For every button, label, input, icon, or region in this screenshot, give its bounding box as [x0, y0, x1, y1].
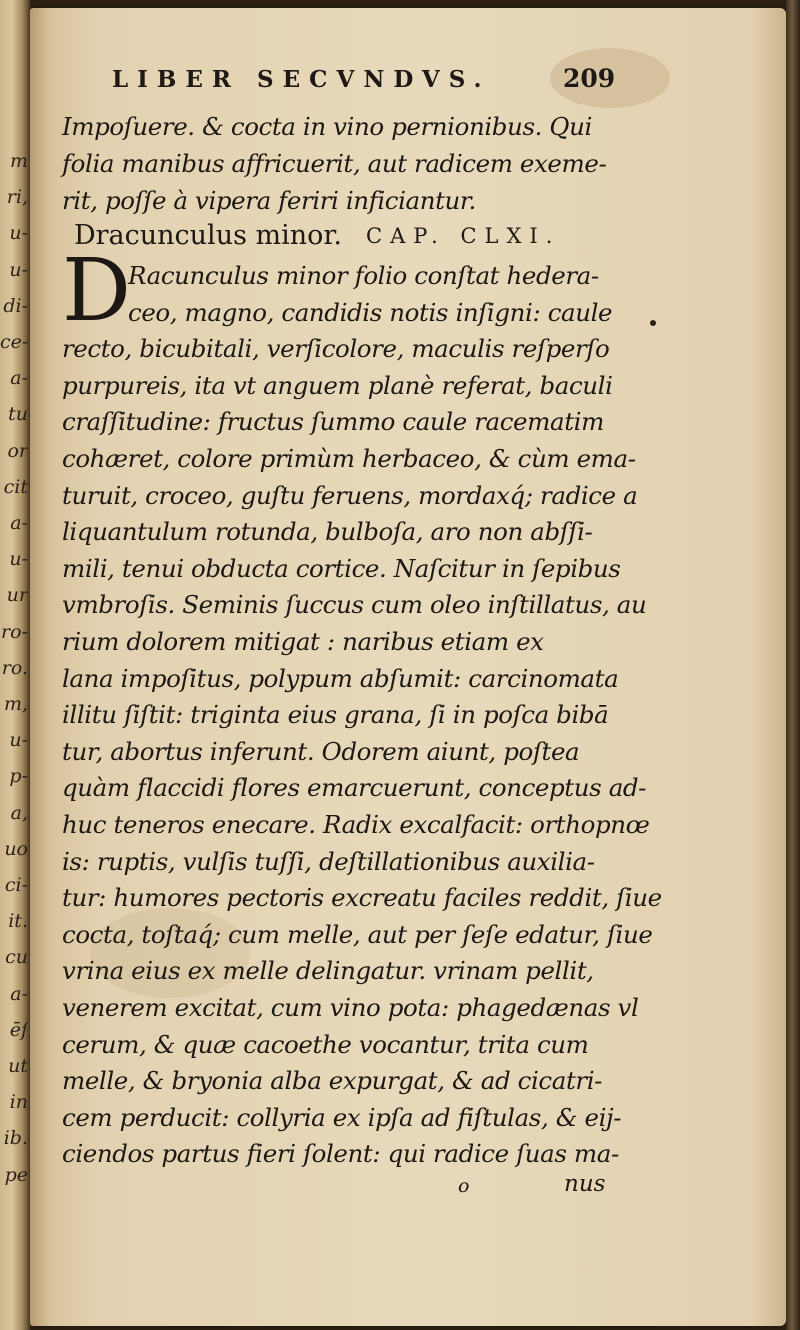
- text-line: ciendos partus fieri ſolent: qui radice ſuas ma-: [62, 1139, 619, 1168]
- text-line: cerum, & quæ cacoethe vocantur, trita cum: [62, 1030, 589, 1059]
- text-line: craſſitudine: fructus ſummo caule racematim: [62, 407, 604, 436]
- page-number: 209: [563, 64, 616, 93]
- text-line: tur, abortus inferunt. Odorem aiunt, poſtea: [62, 737, 580, 766]
- facing-page-fragment: pe: [4, 1164, 28, 1186]
- facing-page-fragment: cit: [3, 476, 28, 498]
- text-line: venerem excitat, cum vino pota: phagedænas vl: [62, 993, 639, 1022]
- facing-page-fragment: a,: [10, 802, 28, 824]
- page-edge-shadow: [786, 0, 800, 1330]
- facing-page-fragment: it.: [8, 910, 28, 932]
- ink-speck: [650, 320, 656, 326]
- text-line: Impoſuere. & cocta in vino pernionibus. Qui: [62, 112, 592, 141]
- facing-page-fragment: di-: [3, 295, 28, 317]
- facing-page-fragment: a-: [10, 983, 28, 1005]
- text-line: lana impoſitus, polypum abſumit: carcinomata: [62, 664, 619, 693]
- facing-page-fragment: m: [9, 150, 28, 172]
- text-line: liquantulum rotunda, bulboſa, aro non abſſi-: [62, 517, 593, 546]
- text-line: vrina eius ex melle delingatur. vrinam pellit,: [62, 956, 594, 985]
- facing-page-fragment: ro.: [1, 657, 28, 679]
- text-line: ceo, magno, candidis notis inſigni: caule: [128, 298, 613, 327]
- text-line: cohæret, colore primùm herbaceo, & cùm ema-: [62, 444, 636, 473]
- text-line: turuit, croceo, guſtu feruens, mordaxq́; radice a: [62, 481, 638, 510]
- text-line: cocta, toſtaq́; cum melle, aut per ſeſe edatur, ſiue: [62, 920, 653, 949]
- facing-page-fragment: a-: [10, 367, 28, 389]
- chapter-number: CAP. CLXI.: [366, 224, 561, 248]
- facing-page-fragment: u-: [9, 259, 28, 281]
- facing-page-fragment: u-: [9, 548, 28, 570]
- text-line: purpureis, ita vt anguem planè referat, baculi: [62, 371, 613, 400]
- running-head: LIBER SECVNDVS.: [112, 66, 491, 93]
- text-line: cem perducit: collyria ex ipſa ad fiſtulas, & eij-: [62, 1103, 622, 1132]
- text-line: Racunculus minor folio conſtat hedera-: [128, 261, 599, 290]
- facing-page-fragment: u-: [9, 222, 28, 244]
- text-line: mili, tenui obducta cortice. Naſcitur in ſepibus: [62, 554, 621, 583]
- facing-page-fragment: cu: [5, 946, 28, 968]
- facing-page-fragment: p-: [9, 765, 28, 787]
- text-line: quàm flaccidi flores emarcuerunt, conceptus ad-: [62, 773, 647, 802]
- text-line: rit, poſſe à vipera feriri inficiantur.: [62, 186, 476, 215]
- facing-page-fragment: m,: [3, 693, 28, 715]
- facing-page-fragment: ut: [8, 1055, 28, 1077]
- drop-capital: D: [62, 241, 131, 341]
- text-line: illitu ſiſtit: triginta eius grana, ſi in poſca bibā: [62, 700, 609, 729]
- text-line: vmbroſis. Seminis ſuccus cum oleo inſtillatus, au: [62, 590, 647, 619]
- text-line: is: ruptis, vulſis tuſſi, deſtillationibus auxilia-: [62, 847, 595, 876]
- signature-mark: o: [458, 1175, 470, 1197]
- facing-page-fragment: a-: [10, 512, 28, 534]
- facing-page-fragment: ri,: [6, 186, 28, 208]
- facing-page-fragment: ce-: [0, 331, 28, 353]
- facing-page-fragment: uo: [4, 838, 28, 860]
- facing-page-fragment: ur: [6, 584, 28, 606]
- text-line: melle, & bryonia alba expurgat, & ad cicatri-: [62, 1066, 603, 1095]
- facing-page-fragment: ēſ: [9, 1019, 28, 1041]
- facing-page-fragment: in: [9, 1091, 28, 1113]
- text-line: folia manibus affricuerit, aut radicem exeme-: [62, 149, 607, 178]
- facing-page-fragment: tu: [8, 403, 28, 425]
- text-line: huc teneros enecare. Radix excalfacit: orthopnœ: [62, 810, 650, 839]
- text-line: recto, bicubitali, verſicolore, maculis reſperſo: [62, 334, 610, 363]
- catchword: nus: [564, 1171, 606, 1197]
- book-page: [30, 8, 786, 1326]
- facing-page-fragment: u-: [9, 729, 28, 751]
- facing-page-fragment: ro-: [1, 621, 28, 643]
- facing-page-fragment: or: [7, 440, 28, 462]
- text-line: rium dolorem mitigat : naribus etiam ex: [62, 627, 544, 656]
- facing-page-fragment: ib.: [3, 1127, 28, 1149]
- chapter-title: Dracunculus minor.: [74, 220, 342, 251]
- text-line: tur: humores pectoris excreatu faciles reddit, ſiue: [62, 883, 662, 912]
- facing-page-fragment: ci-: [4, 874, 28, 896]
- facing-page-edge: [0, 0, 30, 1330]
